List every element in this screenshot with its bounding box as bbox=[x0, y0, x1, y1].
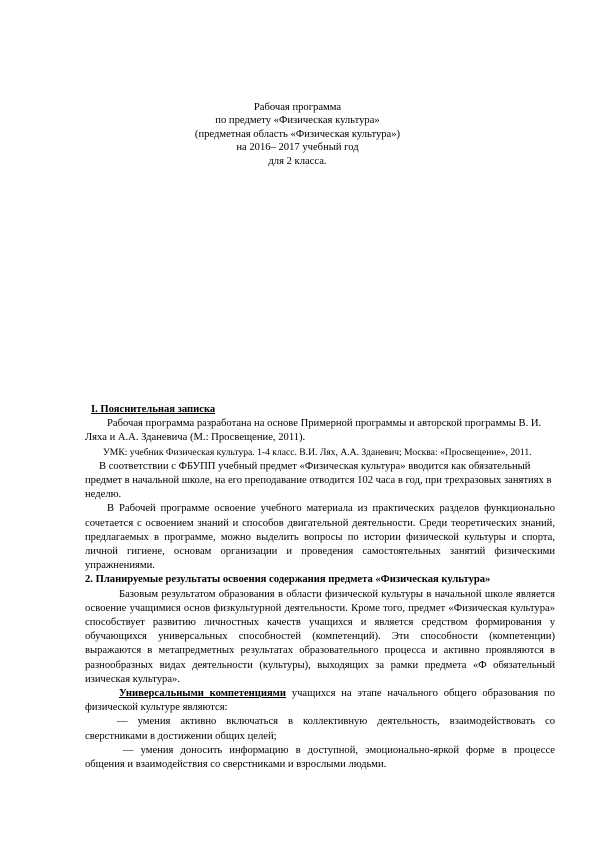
section-1-paragraph-2: УМК: учебник Физическая культура. 1-4 класс. В.И. Лях, А.А. Зданевич; Москва: «Просвещение», 2011. bbox=[103, 446, 532, 458]
section-1-paragraph-3: В соответствии с ФБУПП учебный предмет «Физическая культура» вводится как обязательный предмет в начальной школе, на его преподавание отводится 102 часа в год, при трехразовых занятиях в неделю. bbox=[85, 460, 552, 501]
section-1-paragraph-4: В Рабочей программе освоение учебного материала из практических разделов функционально сочетается с освоением знаний и способов двигательной деятельности. Среди теоретических знаний, предлагаемых в программе, можно выделить вопросы по истории физической культуры и спорта, личной гигиене, основам организации и проведения самостоятельных занятий физическими упражнениями. bbox=[85, 503, 555, 572]
document-body bbox=[85, 403, 555, 772]
section-2-paragraph-1: Базовым результатом образования в области физической культуры в начальной школе является освоение учащимися основ физкультурной деятельности. Кроме того, предмет «Физическая культура» способствует развитию личностных качеств учащихся и является средством формирования у обучающихся универсальных способностей (компетенций). Эти способности (компетенции) выражаются в метапредметных результатах образовательного процесса и активно проявляются в разнообразных видах деятельности (культуры), выходящих за рамки предмета «Ф обязательный изическая культура». bbox=[85, 588, 555, 685]
title-line-4: на 2016– 2017 учебный год bbox=[236, 142, 359, 154]
universal-competencies-term: Универсальными компетенциями bbox=[119, 688, 287, 700]
section-2-paragraph-2-rest: учащихся на этапе начального общего образования по физической культуре являются: bbox=[85, 688, 555, 714]
title-line-1: Рабочая программа bbox=[253, 102, 342, 113]
list-item: — умения активно включаться в коллективную деятельность, взаимодействовать со сверстниками в достижении общих целей; bbox=[85, 716, 555, 742]
section-1-paragraph-1: Рабочая программа разработана на основе Примерной программы и авторской программы В. И. Ляха и А.А. Зданевича (М.: Просвещение, 2011). bbox=[85, 418, 542, 444]
section-2-heading: 2. Планируемые результаты освоения содержания предмета «Физическая культура» bbox=[85, 574, 491, 586]
section-1-heading: I. Пояснительная записка bbox=[91, 404, 216, 415]
list-item: — умения доносить информацию в доступной, эмоционально-яркой форме в процессе общения и взаимодействия со сверстниками и взрослыми людьми. bbox=[85, 744, 555, 771]
title-line-3: (предметная область «Физическая культура») bbox=[194, 128, 401, 140]
section-2-paragraph-2 bbox=[85, 687, 555, 715]
document-title-block bbox=[0, 101, 595, 168]
title-line-2: по предмету «Физическая культура» bbox=[215, 115, 380, 127]
title-line-5: для 2 класса. bbox=[268, 155, 327, 167]
